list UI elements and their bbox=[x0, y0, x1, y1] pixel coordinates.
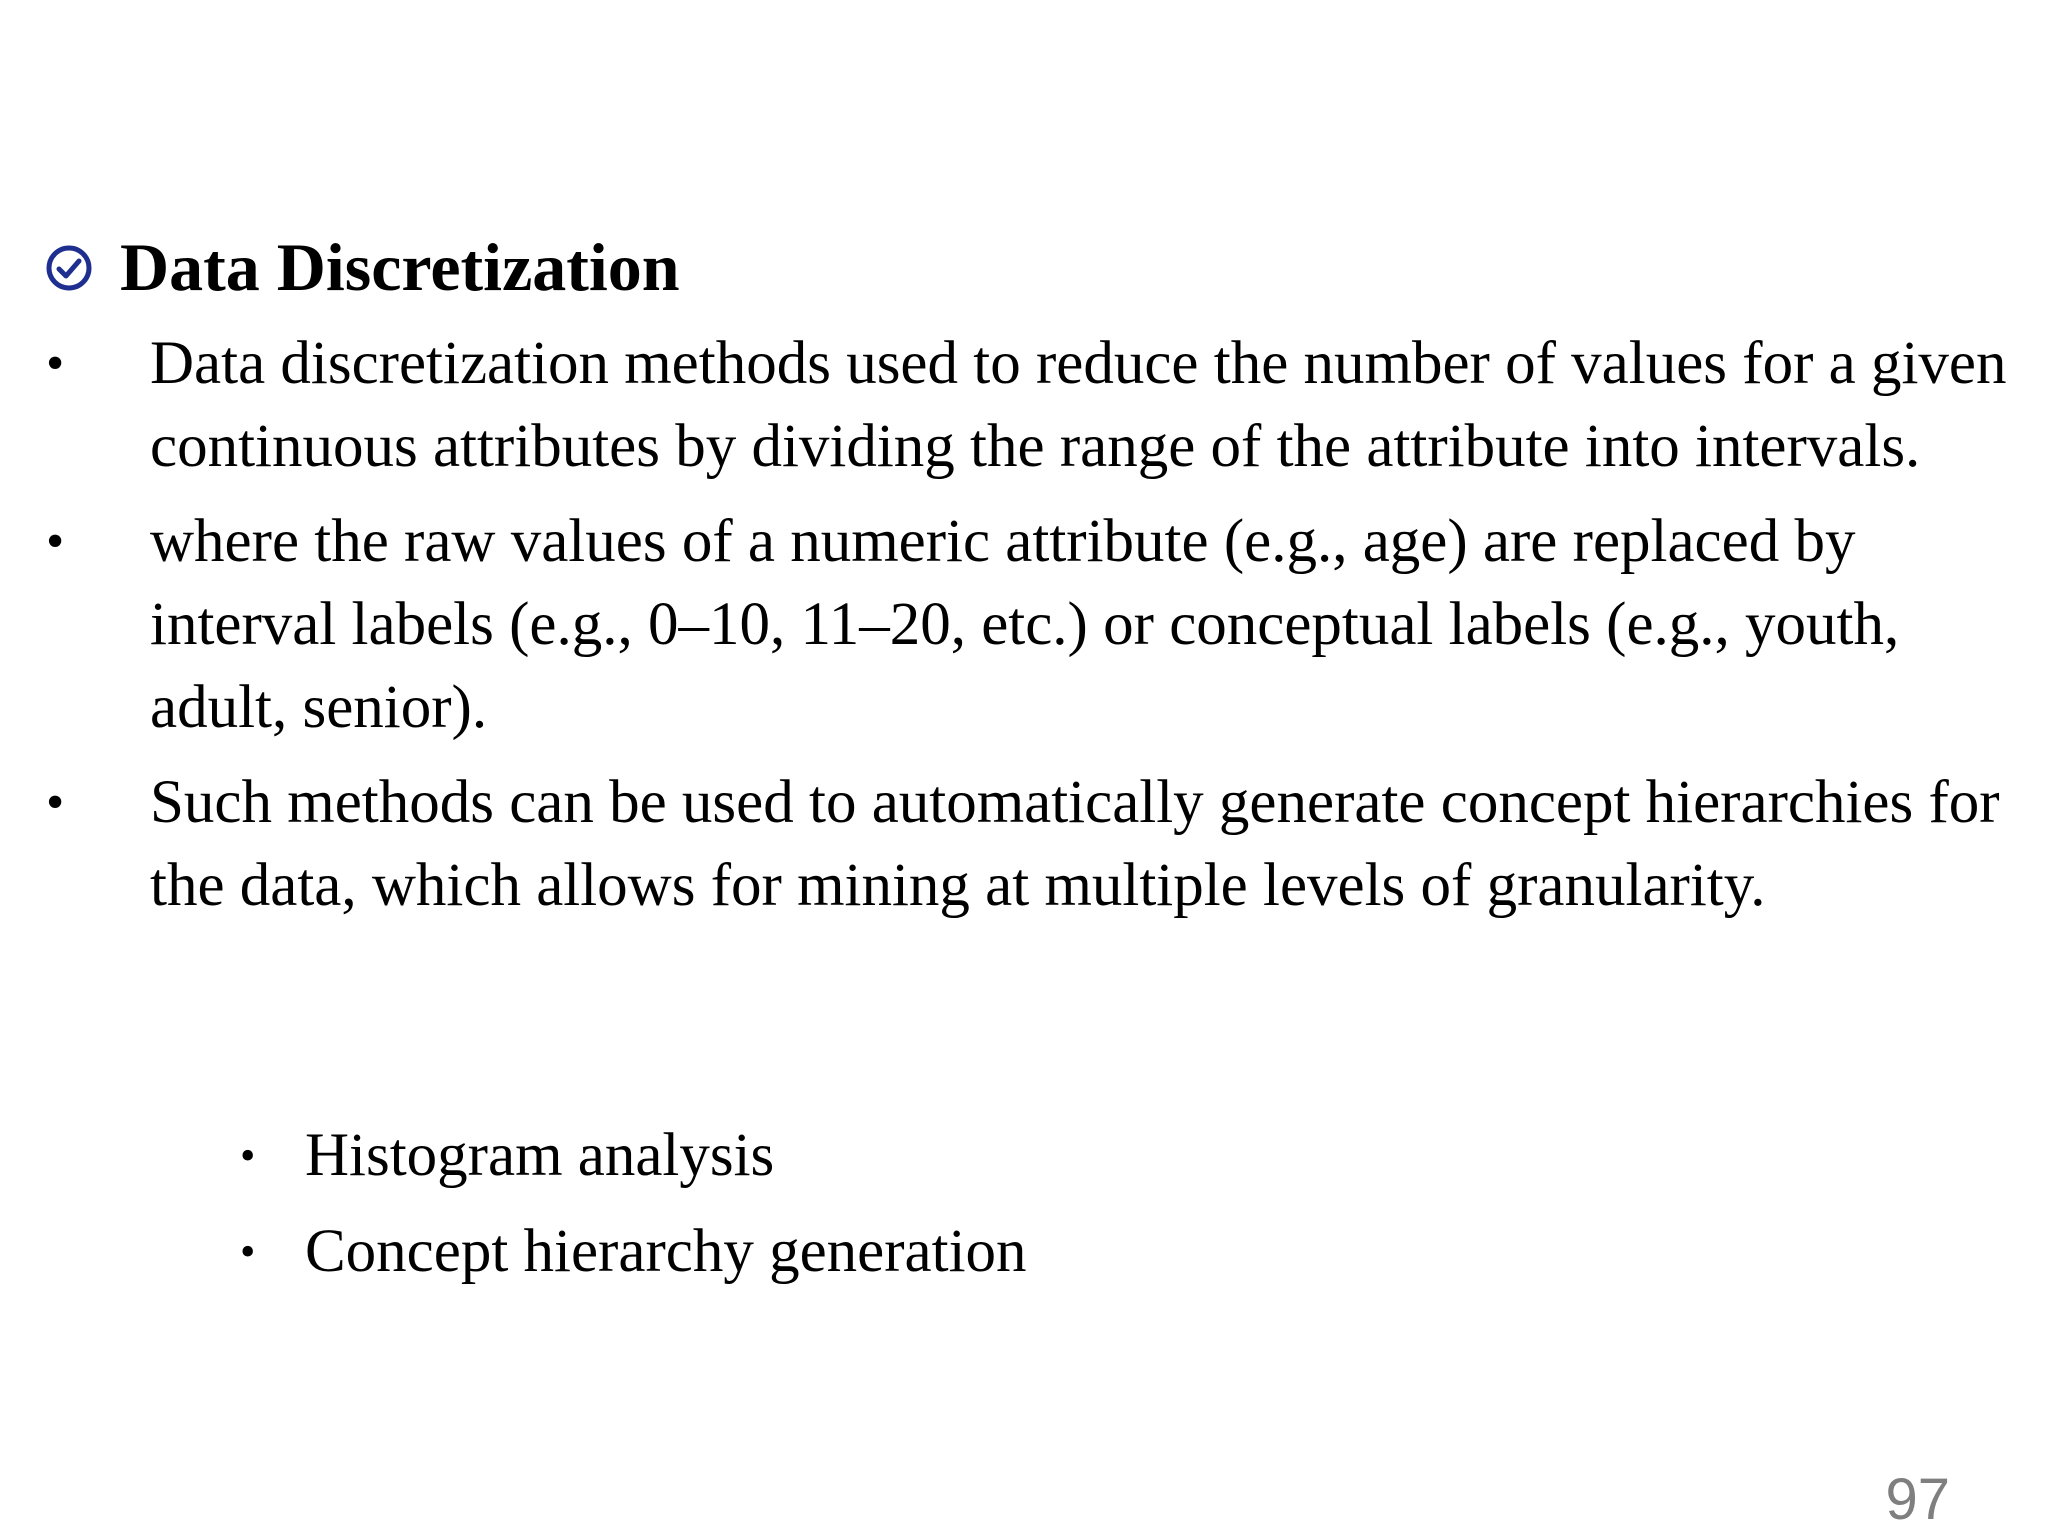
slide-title: Data Discretization bbox=[120, 229, 680, 305]
bullet-marker: • bbox=[46, 513, 65, 570]
sub-bullet-text: Concept hierarchy generation bbox=[305, 1218, 1027, 1285]
list-item bbox=[0, 322, 2020, 488]
sub-list-item bbox=[0, 1210, 2048, 1293]
bullet-marker: • bbox=[46, 774, 65, 831]
sub-bullet-marker: • bbox=[240, 1227, 256, 1276]
bullet-text: where the raw values of a numeric attribute (e.g., age) are replaced by interval labels (e.g., 0–10, 11–20, etc.) or conceptual labels (e.g., youth, adult, senior). bbox=[150, 508, 1900, 741]
bullet-text: Data discretization methods used to reduce the number of values for a given continuous attributes by dividing the range of the attribute into intervals. bbox=[150, 330, 2007, 480]
bullet-marker: • bbox=[46, 335, 65, 392]
page-number: 97 bbox=[1885, 1467, 1950, 1532]
sub-list-item bbox=[0, 1114, 2048, 1197]
list-item bbox=[0, 761, 2020, 927]
list-item bbox=[0, 500, 2020, 749]
sub-bullet-marker: • bbox=[240, 1131, 256, 1180]
bullet-list bbox=[0, 322, 2048, 939]
bullet-text: Such methods can be used to automatically generate concept hierarchies for the data, which allows for mining at multiple levels of granularity. bbox=[150, 769, 2000, 919]
sub-bullet-text: Histogram analysis bbox=[305, 1122, 775, 1189]
sub-bullet-list bbox=[0, 1114, 2048, 1306]
slide-heading bbox=[44, 226, 680, 308]
check-circle-icon bbox=[44, 243, 94, 293]
